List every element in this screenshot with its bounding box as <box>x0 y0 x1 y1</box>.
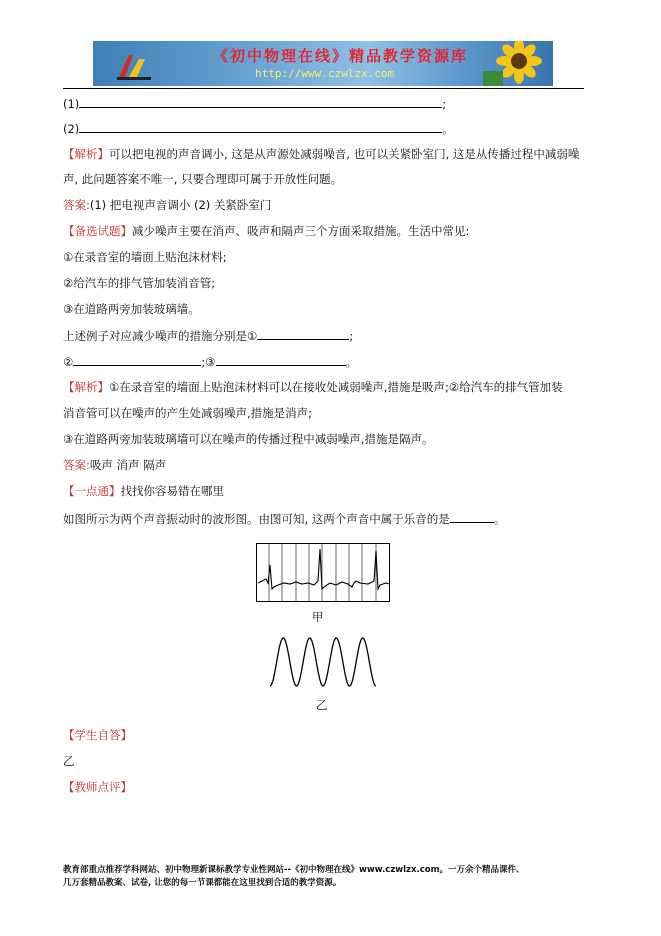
measure-blanks-line <box>63 353 357 370</box>
student-answer-text: 乙 <box>63 754 75 768</box>
analysis1-line-b <box>63 171 342 187</box>
q1-blank <box>79 95 442 108</box>
figure-question-line <box>63 510 505 527</box>
analysis1-text-b: 声, 此问题答案不唯一, 只要合理即可属于开放性问题。 <box>63 172 343 186</box>
label-jia: 甲 <box>312 610 324 624</box>
waveform-jia-figure <box>256 543 390 602</box>
teacher-comment-tag: 【教师点评】 <box>63 780 132 794</box>
waveform-yi-figure <box>268 634 378 690</box>
answer1-line <box>63 197 271 213</box>
q2-blank <box>79 120 442 133</box>
footer-line-2: 几万套精品教案、试卷, 让您的每一节课都能在这里找到合适的教学资源。 <box>63 878 342 888</box>
tip-tag: 【一点通】 <box>63 484 121 498</box>
answer2-tag: 答案: <box>63 458 90 472</box>
banner-title: 《初中物理在线》精品教学资源库 <box>213 47 469 65</box>
measure-blank-2 <box>73 353 201 366</box>
label-yi: 乙 <box>316 698 328 712</box>
analysis2-tag: 【解析】 <box>63 380 109 394</box>
measure-question-end: ; <box>349 329 354 343</box>
extra-question-text: 减少噪声主要在消声、吸声和隔声三个方面采取措施。生活中常见: <box>132 224 470 238</box>
tip-text: 找找你容易错在哪里 <box>120 484 224 498</box>
figure-question-blank <box>450 510 494 523</box>
figure-question-end: 。 <box>493 512 506 526</box>
answer1-text: (1) 把电视声音调小 (2) 关紧卧室门 <box>89 198 272 212</box>
q2-line <box>63 120 454 137</box>
q1-line <box>63 95 446 112</box>
measure-question-text: 上述例子对应减少噪声的措施分别是① <box>63 329 258 343</box>
analysis2-line-b: 消音管可以在噪声的产生处减弱噪声,措施是消声; <box>63 406 313 420</box>
banner-url: http://www.czwlzx.com <box>255 67 395 80</box>
extra-question-tag: 【备选试题】 <box>63 224 132 238</box>
analysis2-line-c: ③在道路两旁加装玻璃墙可以在噪声的传播过程中减弱噪声,措施是隔声。 <box>63 432 434 446</box>
example-2: ②给汽车的排气管加装消音管; <box>63 276 216 290</box>
analysis2-line-a <box>63 379 563 395</box>
analysis1-tag: 【解析】 <box>63 147 109 161</box>
measure-label-2: ② <box>63 355 74 369</box>
answer1-tag: 答案: <box>63 198 90 212</box>
q2-label: (2) <box>63 122 80 136</box>
figure-question-text: 如图所示为两个声音振动时的波形图。由图可知, 这两个声音中属于乐音的是 <box>63 512 450 526</box>
header-banner <box>93 41 553 86</box>
footer-line-1: 教育部重点推荐学科网站、初中物理新课标教学专业性网站--《初中物理在线》www.czwlzx.com。一万余个精品课件、 <box>63 865 525 875</box>
analysis1-line-a <box>63 146 579 162</box>
extra-question-line <box>63 223 469 239</box>
sunflower-icon <box>483 41 553 86</box>
measure-blank-1 <box>257 327 349 340</box>
answer2-line <box>63 457 166 473</box>
measure-blank-3 <box>216 353 346 366</box>
q2-end: 。 <box>442 122 454 136</box>
answer2-text: 吸声 消声 隔声 <box>89 458 167 472</box>
example-3: ③在道路两旁加装玻璃墙。 <box>63 302 200 316</box>
sine-wave <box>270 638 376 686</box>
header-rule <box>63 88 584 89</box>
analysis2-text-a: ①在录音室的墙面上贴泡沫材料可以在接收处减弱噪声,措施是吸声;②给汽车的排气管加装 <box>109 380 563 394</box>
student-answer-tag: 【学生自答】 <box>63 728 132 742</box>
measure-label-3: ;③ <box>201 355 216 369</box>
measure-blanks-end: 。 <box>345 355 357 369</box>
analysis1-text-a: 可以把电视的声音调小, 这是从声源处减弱噪音, 也可以关紧卧室门, 这是从传播过程中减弱噪 <box>109 147 580 161</box>
site-logo-icon <box>115 47 155 83</box>
example-1: ①在录音室的墙面上贴泡沫材料; <box>63 250 227 264</box>
measure-question-line <box>63 327 353 344</box>
tip-line <box>63 483 224 499</box>
q1-label: (1) <box>63 97 80 111</box>
q1-end: ; <box>442 97 447 111</box>
